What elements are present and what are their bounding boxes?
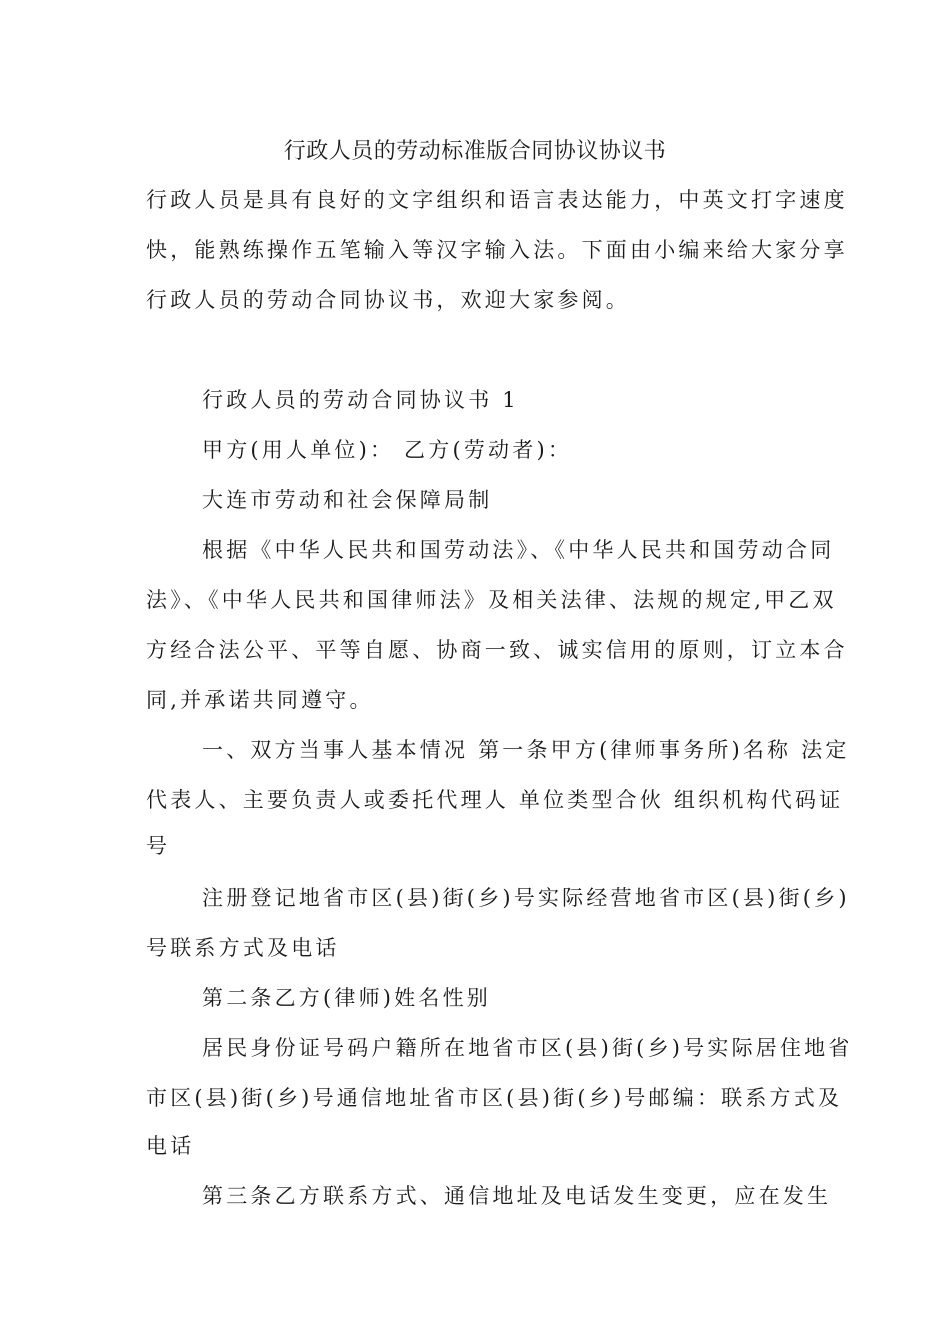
law-paragraph-line: 根据《中华人民共和国劳动法》、《中华人民共和国劳动合同	[202, 538, 835, 562]
article2-line: 第二条乙方(律师)姓名性别	[202, 986, 491, 1010]
id-paragraph-line: 市区(县)街(乡)号通信地址省市区(县)街(乡)号邮编：联系方式及	[146, 1086, 843, 1110]
law-paragraph-line: 法》、《中华人民共和国律师法》及相关法律、法规的规定,甲乙双	[146, 588, 837, 612]
document-title: 行政人员的劳动标准版合同协议协议书	[283, 139, 667, 164]
intro-line: 快，能熟练操作五笔输入等汉字输入法。下面由小编来给大家分享	[146, 238, 848, 262]
intro-line: 行政人员的劳动合同协议书，欢迎大家参阅。	[146, 288, 630, 312]
address-line: 号联系方式及电话	[146, 936, 340, 960]
article1-line: 号	[146, 834, 171, 858]
id-paragraph-line: 电话	[146, 1134, 195, 1158]
article3-line: 第三条乙方联系方式、通信地址及电话发生变更，应在发生	[202, 1184, 832, 1208]
article1-line: 一、双方当事人基本情况 第一条甲方(律师事务所)名称 法定	[202, 738, 850, 762]
section-heading: 行政人员的劳动合同协议书 1	[202, 388, 519, 412]
law-paragraph-line: 方经合法公平、平等自愿、协商一致、诚实信用的原则，订立本合	[146, 638, 848, 662]
intro-line: 行政人员是具有良好的文字组织和语言表达能力，中英文打字速度	[146, 188, 848, 212]
address-line: 注册登记地省市区(县)街(乡)号实际经营地省市区(县)街(乡)	[202, 886, 850, 910]
law-paragraph-line: 同,并承诺共同遵守。	[146, 688, 374, 712]
issuer-line: 大连市劳动和社会保障局制	[202, 488, 493, 512]
parties-line: 甲方(用人单位)： 乙方(劳动者)：	[202, 438, 573, 462]
id-paragraph-line: 居民身份证号码户籍所在地省市区(县)街(乡)号实际居住地省	[202, 1036, 853, 1060]
article1-line: 代表人、主要负责人或委托代理人 单位类型合伙 组织机构代码证	[146, 788, 844, 812]
